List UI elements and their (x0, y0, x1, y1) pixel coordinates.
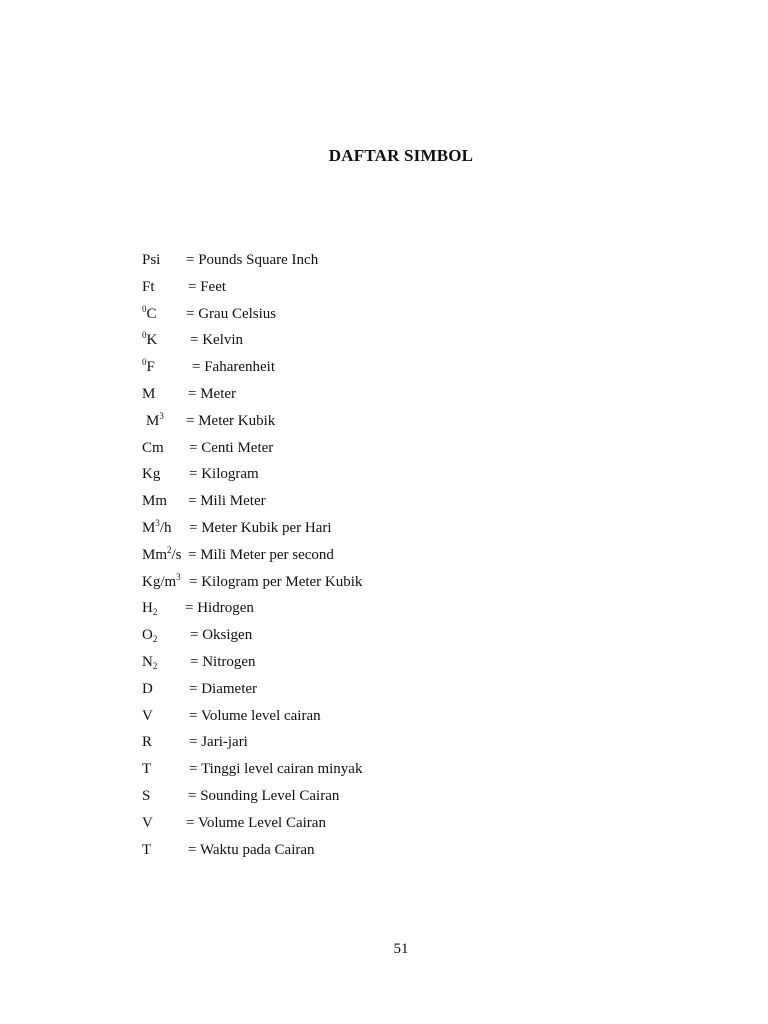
symbol-description: = Meter (188, 385, 237, 402)
page-title: DAFTAR SIMBOL (328, 146, 474, 165)
symbol-base: V (142, 707, 153, 724)
symbol-description: = Pounds Square Inch (186, 252, 319, 268)
symbol-term (142, 596, 157, 620)
symbol-term (142, 302, 157, 326)
symbol-description: = Tinggi level cairan minyak (189, 761, 363, 778)
symbol-subscript: 2 (152, 634, 158, 645)
symbol-superscript: 3 (176, 571, 181, 582)
symbol-base: Kg/m (142, 573, 177, 590)
symbol-base: Kg (142, 466, 161, 483)
symbol-term (142, 677, 153, 701)
symbol-term (142, 623, 157, 647)
symbol-base: K (146, 332, 158, 349)
symbol-base: Cm (142, 439, 164, 456)
symbol-description: = Volume Level Cairan (186, 814, 326, 831)
symbol-term (142, 570, 181, 594)
symbol-base: M (142, 385, 156, 402)
symbol-base: Mm (142, 493, 168, 510)
symbol-term (142, 838, 151, 862)
symbol-superscript: 2 (167, 544, 172, 555)
symbol-term (142, 275, 155, 299)
symbol-base: M (142, 519, 156, 536)
symbol-prefix-superscript: 0 (142, 357, 147, 368)
symbol-base: Ft (142, 278, 155, 295)
symbol-base: N (142, 653, 153, 670)
symbol-description: = Hidrogen (185, 600, 254, 617)
symbol-prefix-superscript: 0 (142, 303, 147, 314)
symbol-description: = Feet (188, 278, 227, 295)
symbol-prefix-superscript: 0 (142, 330, 147, 341)
symbol-term (142, 543, 182, 567)
symbol-term (142, 248, 160, 272)
symbol-term (142, 730, 152, 754)
symbol-description: = Meter Kubik per Hari (189, 519, 332, 536)
symbol-term (142, 436, 164, 460)
symbol-subscript: 2 (152, 660, 158, 671)
symbol-description: = Nitrogen (190, 653, 256, 670)
symbol-description: = Faharenheit (192, 359, 276, 376)
symbol-base: T (142, 841, 152, 858)
symbol-term (146, 409, 164, 433)
symbol-superscript: 3 (155, 517, 160, 528)
symbol-description: = Centi Meter (189, 439, 274, 456)
symbol-term (142, 328, 157, 352)
symbol-superscript: 3 (159, 410, 164, 421)
symbol-base: H (142, 600, 153, 617)
symbol-description: = Waktu pada Cairan (188, 841, 315, 858)
page-number: 51 (393, 941, 409, 957)
symbol-description: = Jari-jari (189, 734, 248, 751)
symbol-term (142, 650, 157, 674)
symbol-term (142, 757, 151, 781)
symbol-base: R (142, 734, 153, 751)
symbol-term (142, 489, 167, 513)
symbol-description: = Sounding Level Cairan (188, 787, 340, 804)
symbol-base: Mm (142, 546, 168, 563)
symbol-description: = Meter Kubik (186, 412, 276, 429)
symbol-description: = Kelvin (190, 332, 244, 349)
symbol-term (142, 462, 160, 486)
symbol-base: T (142, 761, 152, 778)
symbol-base: F (146, 359, 155, 376)
symbol-description: = Grau Celsius (186, 305, 277, 322)
symbol-suffix: /s (171, 546, 182, 563)
symbol-base: V (142, 814, 153, 831)
symbol-base: O (142, 627, 153, 644)
symbol-term (142, 516, 172, 540)
symbol-suffix: /h (159, 519, 172, 536)
symbol-base: Psi (142, 252, 161, 268)
symbol-term (142, 811, 153, 835)
symbol-base: C (146, 305, 157, 322)
symbol-description: = Mili Meter per second (188, 546, 334, 563)
symbol-term (142, 704, 153, 728)
symbol-base: S (142, 787, 151, 804)
symbol-description: = Kilogram (189, 466, 259, 483)
symbol-term (142, 382, 155, 406)
symbol-description: = Volume level cairan (189, 707, 321, 724)
symbol-base: D (142, 680, 153, 697)
symbol-subscript: 2 (152, 607, 158, 618)
symbol-term (142, 784, 150, 808)
symbol-description: = Oksigen (190, 627, 253, 644)
symbol-description: = Diameter (189, 680, 258, 697)
symbol-description: = Kilogram per Meter Kubik (189, 573, 363, 590)
symbol-term (142, 355, 155, 379)
symbol-base: M (146, 412, 160, 429)
symbol-description: = Mili Meter (188, 493, 266, 510)
